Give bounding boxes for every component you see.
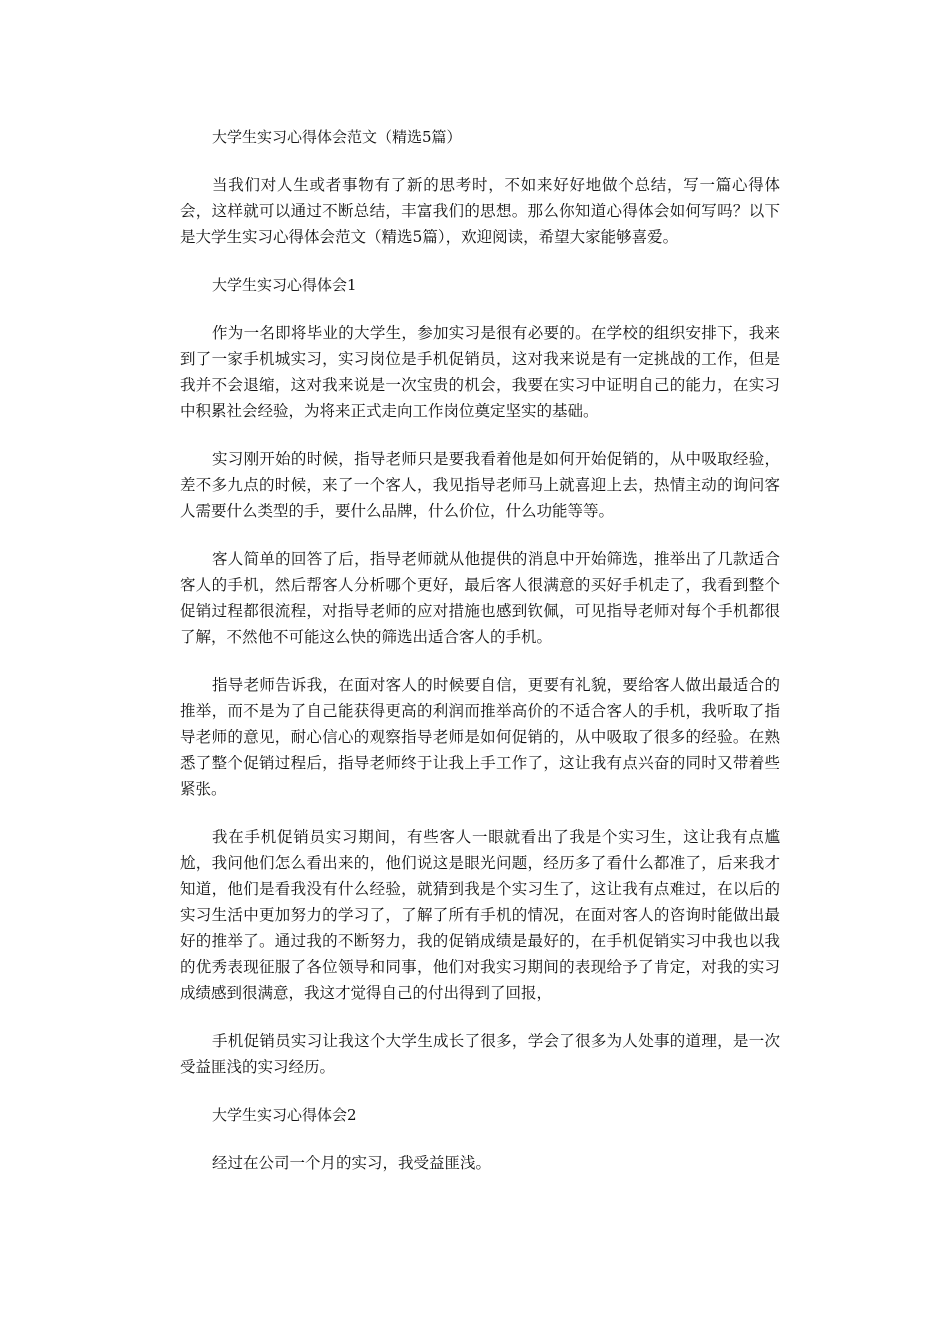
document-title: 大学生实习心得体会范文（精选5篇）	[212, 128, 462, 146]
section-1-paragraph: 我在手机促销员实习期间，有些客人一眼就看出了我是个实习生，这让我有点尴尬，我问他们怎么看出来的，他们说这是眼光问题，经历多了看什么都准了，后来我才知道，他们是看我没有什么经验，就猜到我是个实习生了，这让我有点难过，在以后的实习生活中更加努力的学习了，了解了所有手机的情况，在面对客人的咨询时能做出最好的推举了。通过我的不断努力，我的促销成绩是最好的，在手机促销实习中我也以我的优秀表现征服了各位领导和同事，他们对我实习期间的表现给予了肯定，对我的实习成绩感到很满意，我这才觉得自己的付出得到了回报，	[180, 828, 780, 1002]
section-1-paragraph: 手机促销员实习让我这个大学生成长了很多，学会了很多为人处事的道理，是一次受益匪浅的实习经历。	[180, 1032, 780, 1076]
section-1-paragraph: 实习刚开始的时候，指导老师只是要我看着他是如何开始促销的，从中吸取经验，差不多九点的时候，来了一个客人，我见指导老师马上就喜迎上去，热情主动的询问客人需要什么类型的手，要什么品牌，什么价位，什么功能等等。	[180, 450, 780, 520]
intro-paragraph: 当我们对人生或者事物有了新的思考时，不如来好好地做个总结，写一篇心得体会，这样就可以通过不断总结，丰富我们的思想。那么你知道心得体会如何写吗？以下是大学生实习心得体会范文（精选5篇），欢迎阅读，希望大家能够喜爱。	[180, 176, 780, 246]
section-1-paragraph: 指导老师告诉我，在面对客人的时候要自信，更要有礼貌，要给客人做出最适合的推举，而不是为了自己能获得更高的利润而推举高价的不适合客人的手机，我听取了指导老师的意见，耐心信心的观察指导老师是如何促销的，从中吸取了很多的经验。在熟悉了整个促销过程后，指导老师终于让我上手工作了，这让我有点兴奋的同时又带着些紧张。	[180, 676, 780, 798]
section-1-heading: 大学生实习心得体会1	[212, 276, 357, 294]
section-1-paragraph: 作为一名即将毕业的大学生，参加实习是很有必要的。在学校的组织安排下，我来到了一家手机城实习，实习岗位是手机促销员，这对我来说是有一定挑战的工作，但是我并不会退缩，这对我来说是一次宝贵的机会，我要在实习中证明自己的能力，在实习中积累社会经验，为将来正式走向工作岗位奠定坚实的基础。	[180, 324, 780, 420]
document-body	[180, 124, 780, 1198]
section-2-paragraph: 经过在公司一个月的实习，我受益匪浅。	[212, 1154, 492, 1172]
section-1-paragraph: 客人简单的回答了后，指导老师就从他提供的消息中开始筛选，推举出了几款适合客人的手机，然后帮客人分析哪个更好，最后客人很满意的买好手机走了，我看到整个促销过程都很流程，对指导老师的应对措施也感到钦佩，可见指导老师对每个手机都很了解，不然他不可能这么快的筛选出适合客人的手机。	[180, 550, 780, 646]
section-2-heading: 大学生实习心得体会2	[212, 1106, 357, 1124]
